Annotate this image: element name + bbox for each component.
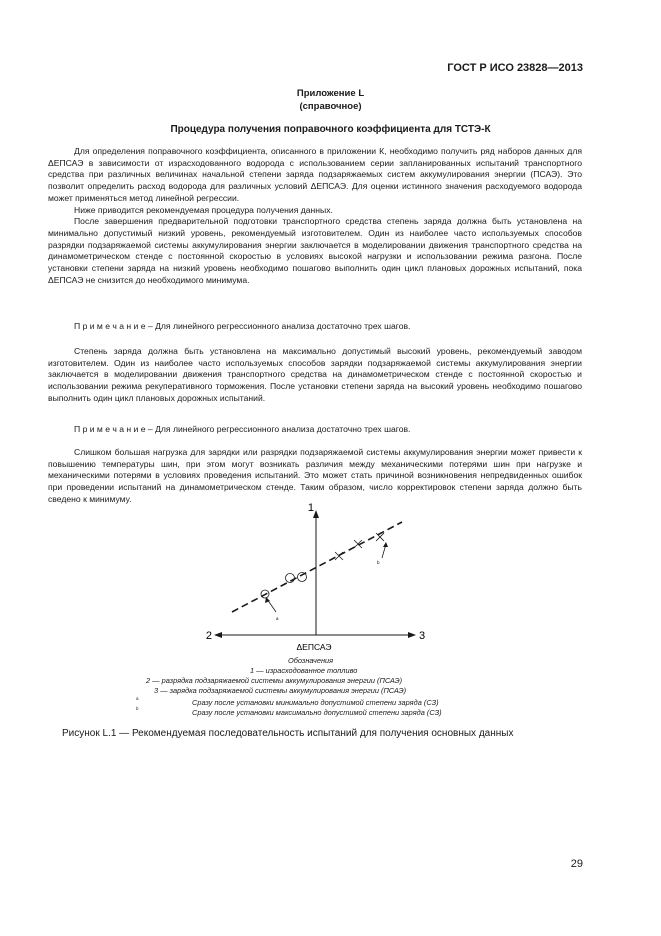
footnote-mark-a: a	[136, 696, 139, 701]
footnote-mark-b: b	[136, 706, 139, 711]
figure-legend	[0, 656, 661, 718]
left-axis-arrow	[214, 632, 222, 638]
figure-diagram	[190, 500, 450, 660]
data-point-cross	[335, 552, 343, 560]
note-2-text: Для линейного регрессионного анализа достаточно трех шагов.	[152, 424, 411, 434]
axis-label-3: 3	[419, 630, 426, 642]
axis-label-2: 2	[205, 630, 212, 642]
body-block-3	[48, 447, 582, 506]
paragraph-4: Степень заряда должна быть установлена на максимально допустимый высокий уровень, рекомендуемый заводом изготовителем. Один из наиболее часто используемых способов зарядки подзаряжаемой системы аккумулирования энергии заключается в моделировании движения транспортного средства на динамометрическом стенде с постоянной скоростью и использовании режима рекуперативного торможения. После установки степени заряда на высокий уровень необходимо пошагово выполнить один цикл плановых дорожных испытаний.	[48, 346, 582, 403]
data-point-circle	[298, 573, 307, 582]
footnote-a: Сразу после установки минимально допустимой степени заряда (СЗ)	[192, 698, 439, 707]
body-block-2	[48, 346, 582, 405]
paragraph-1: Для определения поправочного коэффициента, описанного в приложении К, необходимо получить ряд наборов данных для ΔEПСАЭ в зависимости от израсходованного водорода с использованием серии запланированных испытаний транспортного средства при различных величинах начальной степени заряда подзаряжаемых систем аккумулирования энергии (ПСАЭ). Это позволит определить расход водорода для различных условий ΔEПСАЭ. Для оценки истинного значения расходуемого водорода может применяться метод линейной регрессии.	[48, 146, 582, 203]
regression-line	[232, 522, 402, 612]
legend-item-3: 3 — зарядка подзаряжаемой системы аккумулирования энергии (ПСАЭ)	[154, 686, 407, 695]
paragraph-2: Ниже приводится рекомендуемая процедура получения данных.	[74, 204, 333, 215]
legend-title: Обозначения	[288, 656, 334, 665]
right-axis-arrow	[408, 632, 416, 638]
standard-code: ГОСТ Р ИСО 23828—2013	[447, 62, 583, 74]
note-2	[74, 424, 410, 434]
annex-title: Приложение L	[296, 88, 365, 99]
axis-label-1: 1	[307, 502, 314, 514]
annex-subtitle: (справочное)	[299, 101, 362, 112]
page-number: 29	[570, 858, 583, 870]
note-1-label: П р и м е ч а н и е –	[74, 321, 153, 331]
marker-label-b: b	[377, 560, 380, 565]
paragraph-3: После завершения предварительной подготовки транспортного средства степень заряда должна быть установлена на минимально допустимый низкий уровень, рекомендуемый изготовителем. Один из наиболее часто используемых способов разрядки подзаряжаемой системы аккумулирования энергии заключается в моделировании движения транспортного средства на динамометрическом стенде с постоянной скоростью в условиях высокой нагрузки и использовании режима разгона. После установки степени заряда на низкий уровень необходимо пошагово выполнить один цикл плановых дорожных испытаний, пока ΔEПСАЭ не снизится до необходимого минимума.	[48, 216, 582, 285]
pointer-b-head	[383, 542, 388, 547]
note-1-text: Для линейного регрессионного анализа достаточно трех шагов.	[152, 321, 411, 331]
x-axis-label: ΔEПСАЭ	[296, 642, 332, 652]
paragraph-5: Слишком большая нагрузка для зарядки или разрядки подзаряжаемой системы аккумулирования энергии может привести к повышению температуры шин, при этом могут возникать различия между механическими потерями шин при нагрузке и механическими потерями в условиях проведения испытаний. Это может стать причиной возникновения непредвиденных ошибок при проведении испытаний на динамометрическом стенде. Таким образом, число корректировок степени заряда должно быть сведено к минимуму.	[48, 447, 582, 504]
legend-item-2: 2 — разрядка подзаряжаемой системы аккумулирования энергии (ПСАЭ)	[146, 676, 403, 685]
note-2-label: П р и м е ч а н и е –	[74, 424, 153, 434]
footnote-b: Сразу после установки максимально допустимой степени заряда (СЗ)	[192, 708, 442, 717]
marker-label-a: a	[276, 616, 279, 621]
section-title: Процедура получения поправочного коэффициента для ТСТЭ-К	[170, 124, 491, 135]
data-point-circle	[286, 574, 295, 583]
legend-item-1: 1 — израсходованное топливо	[250, 666, 358, 675]
note-1	[74, 321, 410, 331]
body-block-1	[48, 146, 582, 286]
figure-caption: Рисунок L.1 — Рекомендуемая последовательность испытаний для получения основных данных	[62, 728, 514, 739]
